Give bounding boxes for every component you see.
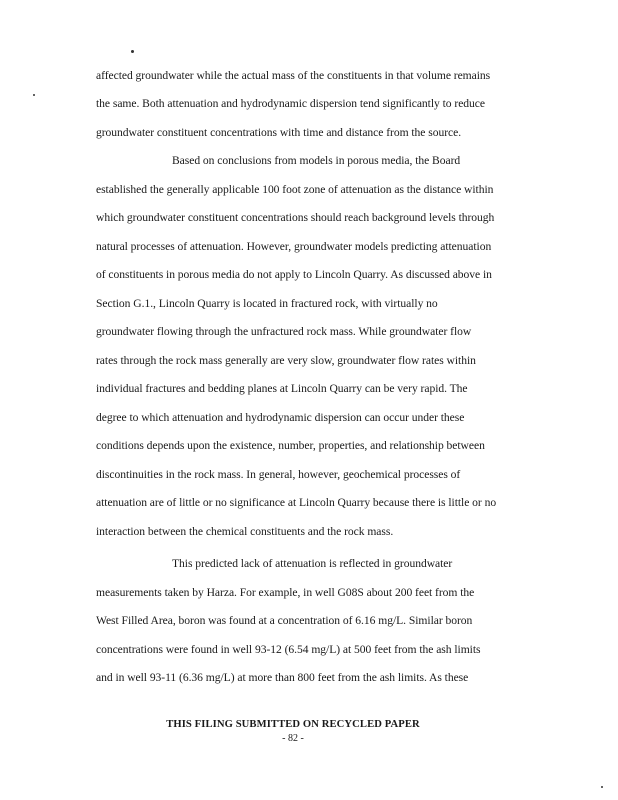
body-text-line: concentrations were found in well 93-12 (6.54 mg/L) at 500 feet from the ash limits xyxy=(96,643,481,656)
body-text-line: Section G.1., Lincoln Quarry is located in fractured rock, with virtually no xyxy=(96,297,438,310)
paragraph-start-line: This predicted lack of attenuation is reflected in groundwater xyxy=(172,557,453,570)
body-text-line: measurements taken by Harza. For example, in well G08S about 200 feet from the xyxy=(96,586,475,599)
body-text-line: discontinuities in the rock mass. In general, however, geochemical processes of xyxy=(96,468,461,481)
page-number: - 82 - xyxy=(282,733,304,744)
body-text-line: attenuation are of little or no significance at Lincoln Quarry because there is little or no xyxy=(96,496,497,509)
body-text-line: West Filled Area, boron was found at a concentration of 6.16 mg/L. Similar boron xyxy=(96,614,473,627)
body-text-line: affected groundwater while the actual mass of the constituents in that volume remains xyxy=(96,69,491,82)
paragraph-start-line: Based on conclusions from models in porous media, the Board xyxy=(172,154,461,167)
body-text-line: groundwater constituent concentrations with time and distance from the source. xyxy=(96,126,462,139)
body-text-line: natural processes of attenuation. However, groundwater models predicting attenuation xyxy=(96,240,492,253)
body-text-line: groundwater flowing through the unfractured rock mass. While groundwater flow xyxy=(96,325,472,338)
body-text-line: of constituents in porous media do not apply to Lincoln Quarry. As discussed above in xyxy=(96,268,492,281)
body-text-line: degree to which attenuation and hydrodynamic dispersion can occur under these xyxy=(96,411,465,424)
scan-speck xyxy=(601,786,603,788)
body-text-line: conditions depends upon the existence, number, properties, and relationship between xyxy=(96,439,485,452)
recycled-paper-notice: THIS FILING SUBMITTED ON RECYCLED PAPER xyxy=(166,719,420,730)
body-text-line: rates through the rock mass generally are very slow, groundwater flow rates within xyxy=(96,354,476,367)
scan-speck xyxy=(33,94,35,96)
body-text-line: which groundwater constituent concentrations should reach background levels through xyxy=(96,211,495,224)
body-text-line: interaction between the chemical constituents and the rock mass. xyxy=(96,525,394,538)
scan-speck xyxy=(131,50,134,53)
body-text-line: and in well 93-11 (6.36 mg/L) at more than 800 feet from the ash limits. As these xyxy=(96,671,469,684)
body-text-line: individual fractures and bedding planes at Lincoln Quarry can be very rapid. The xyxy=(96,382,468,395)
body-text-line: the same. Both attenuation and hydrodynamic dispersion tend significantly to reduce xyxy=(96,97,485,110)
body-text-line: established the generally applicable 100 foot zone of attenuation as the distance within xyxy=(96,183,494,196)
